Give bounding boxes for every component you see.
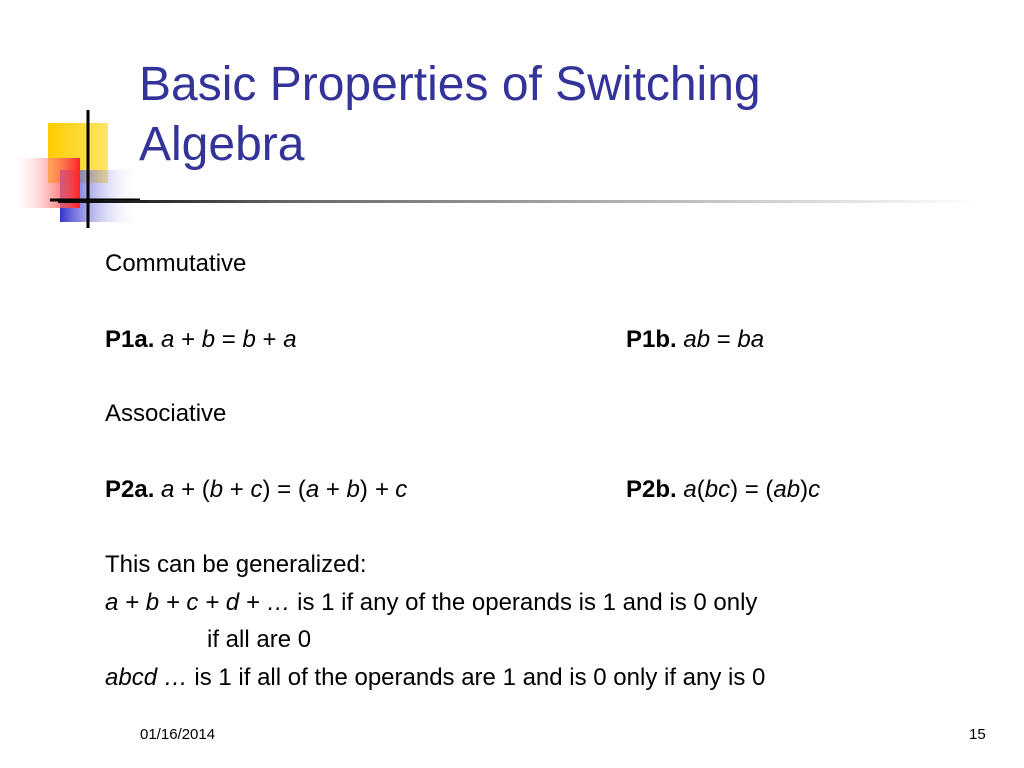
p1a-op: + [174,326,202,353]
p2a-op: + ( [174,476,210,503]
generalized-or-line [105,588,757,618]
p1a-op: = [215,326,243,353]
p2a-term: c [250,476,263,503]
p2a-op: + [223,476,251,503]
commutative-heading: Commutative [105,250,247,277]
p1b-term: ab [683,326,711,353]
slide-title-line-1: Basic Properties of Switching [139,58,761,111]
p1a-expression [161,326,297,353]
p2b-term: c [808,476,821,503]
property-p1b [626,325,764,355]
footer-page-number: 15 [969,726,986,743]
p2b-expression [683,476,820,503]
and-description: is 1 if all of the operands are 1 and is 0 only if any is 0 [187,664,766,691]
p1a-term: b [201,326,216,353]
p2b-term: bc [704,476,731,503]
p2a-term: + c [374,476,408,503]
p1a-label: P1a. [105,326,155,353]
generalized-or-continuation: if all are 0 [207,626,312,653]
p1b-op: = [710,326,738,353]
p2b-op: ) = ( [730,476,774,503]
p1a-term: a [161,326,175,353]
property-p2b [626,475,820,505]
p2b-term: a [683,476,697,503]
p2b-term: ab [773,476,801,503]
property-p2a [105,475,407,505]
p2a-expression [161,476,407,503]
p2b-label: P2b. [626,476,677,503]
title-underline [58,200,978,203]
p1b-term: ba [737,326,765,353]
p2a-term: a [161,476,175,503]
p2a-op: ) = ( [262,476,306,503]
p2a-op: ) [359,476,375,503]
property-p1a [105,325,297,355]
p1b-expression [683,326,764,353]
p1a-op: + [255,326,284,353]
p1a-term: a [283,326,297,353]
p2b-op: ( [696,476,705,503]
associative-heading: Associative [105,400,227,427]
or-expression: a + b + c + d + … [105,589,291,616]
p2a-label: P2a. [105,476,155,503]
p2a-term: b [209,476,224,503]
and-expression: abcd … [105,664,188,691]
generalized-heading: This can be generalized: [105,551,367,578]
or-description: is 1 if any of the operands is 1 and is 0 only [290,589,758,616]
p1b-label: P1b. [626,326,677,353]
slide-title [139,55,999,175]
p2b-op: ) [800,476,809,503]
generalized-and-line [105,663,765,693]
p2a-term: b [346,476,360,503]
decorative-corner-graphic [0,0,160,240]
p1a-term: b [242,326,256,353]
slide-title-line-2: Algebra [139,118,305,171]
p2a-term: a [305,476,320,503]
footer-date: 01/16/2014 [140,726,216,743]
p2a-op: + [319,476,347,503]
